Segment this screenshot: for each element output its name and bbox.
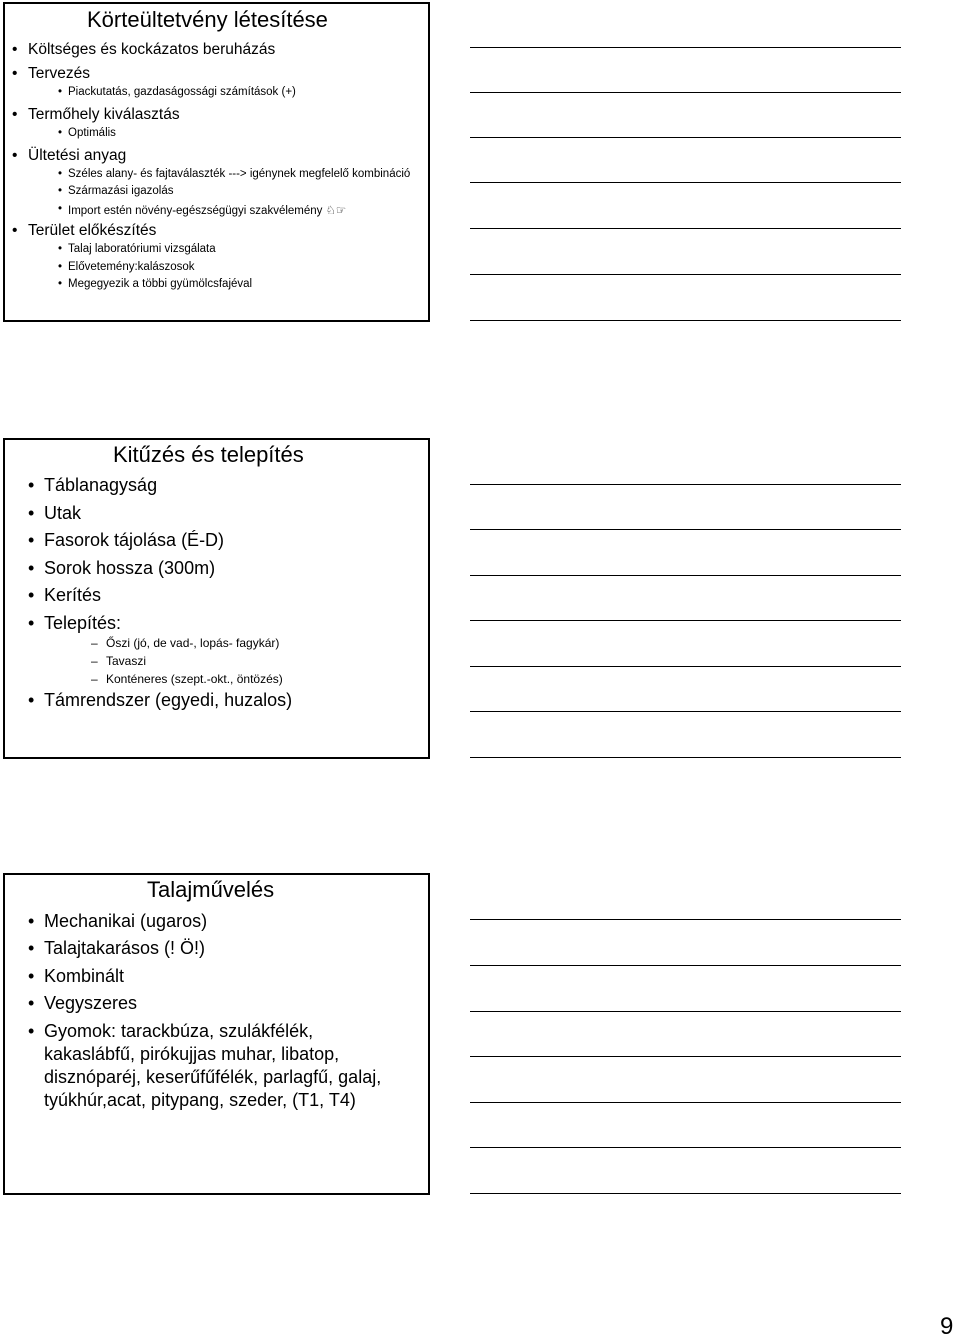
bullet-item: • Kombinált xyxy=(28,966,125,986)
sub-bullet-item: – Konténeres (szept.-okt., öntözés) xyxy=(91,672,283,686)
slide-1 xyxy=(3,2,430,322)
note-line xyxy=(470,620,901,621)
slide-title: Kitűzés és telepítés xyxy=(113,442,304,467)
note-line xyxy=(470,711,901,712)
sub-bullet-item: • Megegyezik a többi gyümölcsfajéval xyxy=(58,278,253,290)
bullet-item: • Talajtakarásos (! Ö!) xyxy=(28,938,206,958)
bullet-item: • Ültetési anyag xyxy=(12,147,127,164)
bullet-item: • Gyomok: tarackbúza, szulákfélék, kakaslábfű, pirókujjas muhar, libatop, disznóparéj, keserűfűfélék, parlagfű, galaj, tyúkhúr,acat, pitypang, szeder, (T1, T4) xyxy=(28,1021,382,1110)
note-line xyxy=(470,1193,901,1194)
note-line xyxy=(470,1102,901,1103)
note-line xyxy=(470,529,901,530)
bullet-item: • Tervezés xyxy=(12,65,91,82)
note-line xyxy=(470,757,901,758)
sub-bullet-item: • Elővetemény:kalászosok xyxy=(58,261,195,273)
sub-bullet-item: – Őszi (jó, de vad-, lopás- fagykár) xyxy=(91,636,280,650)
bullet-item: • Terület előkészítés xyxy=(12,222,157,239)
sub-bullet-item: • Talaj laboratóriumi vizsgálata xyxy=(58,243,216,255)
note-line xyxy=(470,965,901,966)
bullet-item: • Táblanagyság xyxy=(28,475,158,495)
bullet-item: • Telepítés: xyxy=(28,613,122,633)
slide-title: Talajművelés xyxy=(147,877,275,902)
note-line xyxy=(470,137,901,138)
bullet-item: • Termőhely kiválasztás xyxy=(12,106,180,123)
sub-bullet-item: • Származási igazolás xyxy=(58,185,174,197)
note-line xyxy=(470,1011,901,1012)
bullet-item: • Utak xyxy=(28,503,82,523)
bullet-item: • Vegyszeres xyxy=(28,993,138,1013)
slide-3 xyxy=(3,873,430,1195)
sub-bullet-item: • Széles alany- és fajtaválaszték ---> igénynek megfelelő kombináció xyxy=(58,168,411,180)
note-line xyxy=(470,274,901,275)
note-line xyxy=(470,575,901,576)
note-line xyxy=(470,484,901,485)
sub-bullet-item: – Tavaszi xyxy=(91,654,147,668)
sub-bullet-item: • Optimális xyxy=(58,127,116,139)
note-line xyxy=(470,1056,901,1057)
sub-bullet-item: • Piackutatás, gazdaságossági számítások (+) xyxy=(58,86,296,98)
bullet-item: • Támrendszer (egyedi, huzalos) xyxy=(28,690,293,710)
bullet-item: • Sorok hossza (300m) xyxy=(28,558,216,578)
note-line xyxy=(470,666,901,667)
bullet-item: • Fasorok tájolása (É-D) xyxy=(28,530,225,550)
note-line xyxy=(470,182,901,183)
bullet-item: • Költséges és kockázatos beruházás xyxy=(12,41,276,58)
note-line xyxy=(470,47,901,48)
sub-bullet-item: • Import estén növény-egészségügyi szakvélemény ♘☞ xyxy=(58,203,347,217)
slide-2 xyxy=(3,438,430,759)
note-line xyxy=(470,919,901,920)
note-line xyxy=(470,1147,901,1148)
page-number: 9 xyxy=(940,1313,954,1340)
slide-title: Körteültetvény létesítése xyxy=(87,7,328,32)
bullet-item: • Kerítés xyxy=(28,585,102,605)
note-line xyxy=(470,92,901,93)
bullet-item: • Mechanikai (ugaros) xyxy=(28,911,208,931)
note-line xyxy=(470,320,901,321)
note-line xyxy=(470,228,901,229)
